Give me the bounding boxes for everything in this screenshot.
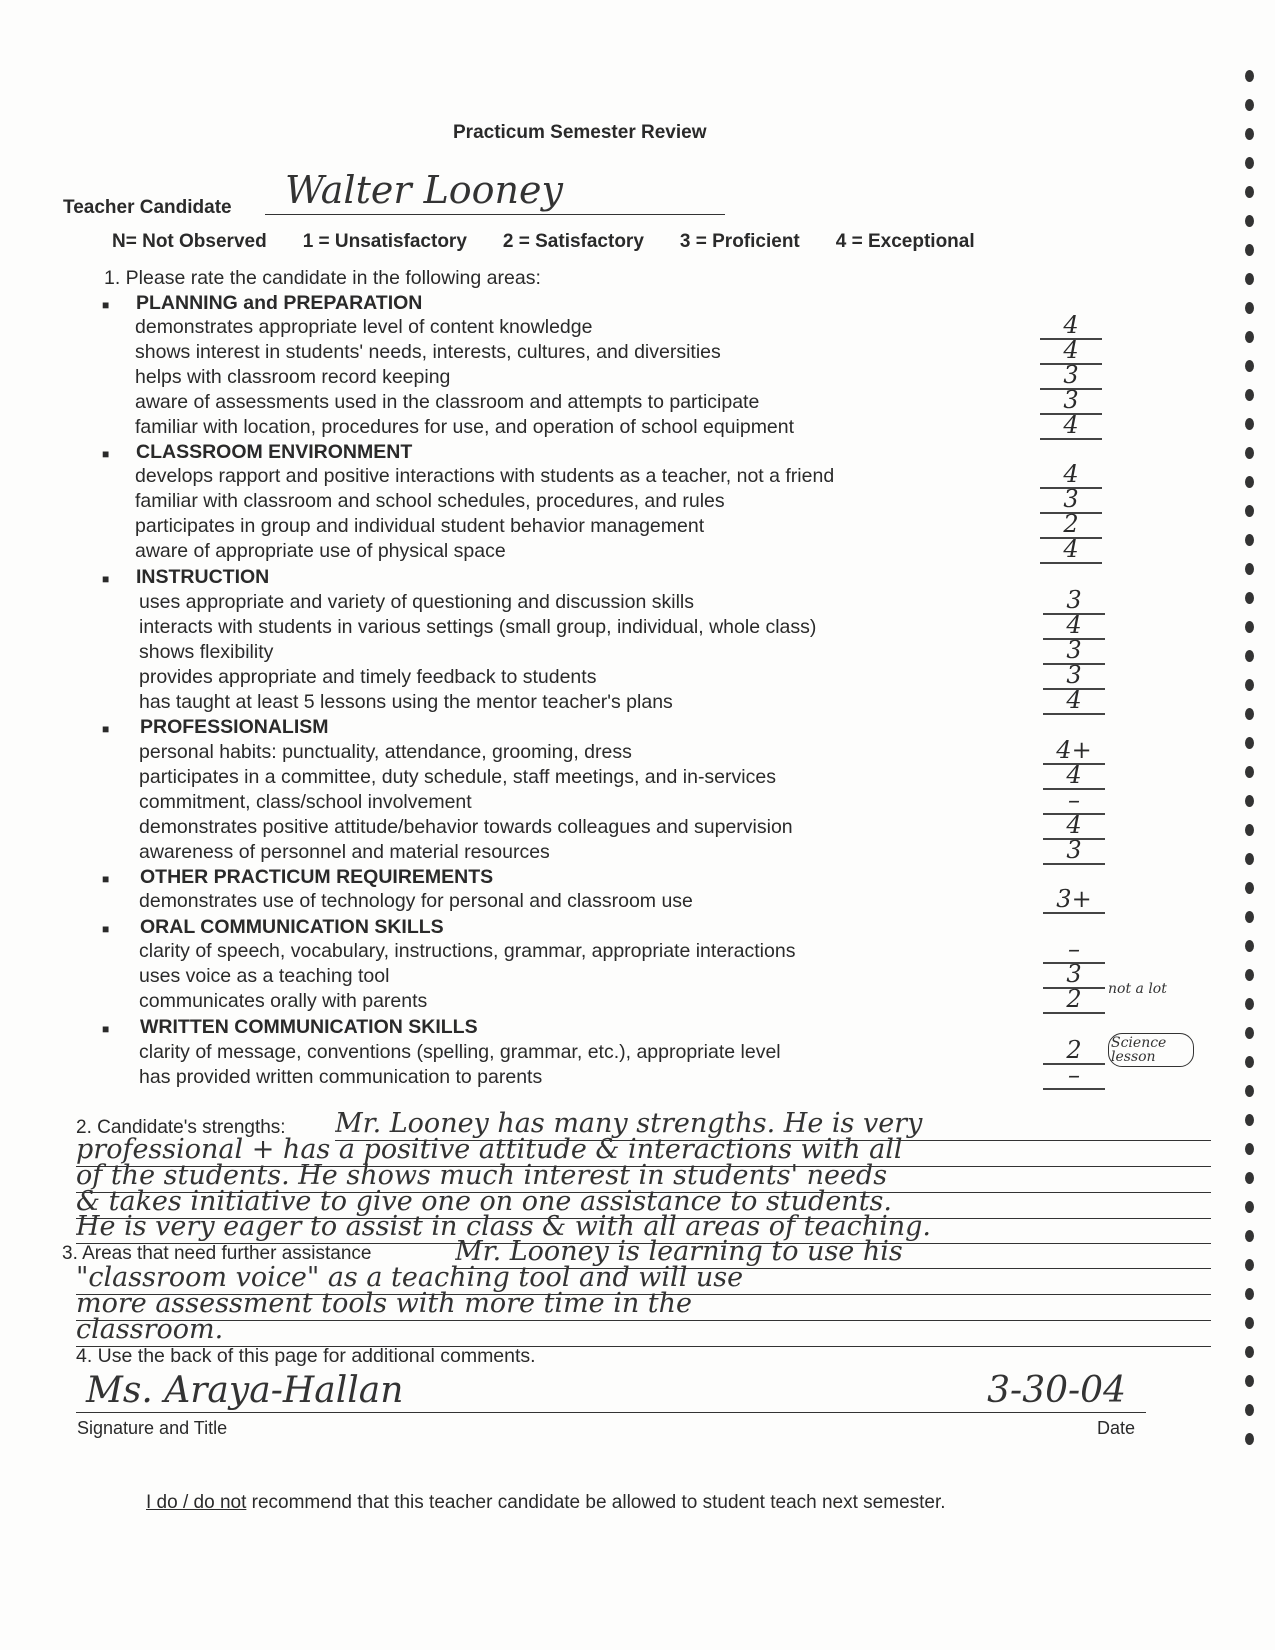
recommendation bbox=[146, 1492, 946, 1514]
binder-hole bbox=[1245, 708, 1254, 720]
assistance-label: 3. Areas that need further assistance bbox=[62, 1243, 372, 1264]
section-title: ORAL COMMUNICATION SKILLS bbox=[140, 916, 444, 938]
criterion-text: communicates orally with parents bbox=[139, 990, 428, 1012]
rating-value: 4+ bbox=[1043, 737, 1105, 765]
criterion-text: familiar with location, procedures for use, and operation of school equipment bbox=[135, 416, 795, 438]
binder-hole bbox=[1245, 70, 1254, 82]
binder-hole bbox=[1245, 1201, 1254, 1213]
page-title: Practicum Semester Review bbox=[453, 122, 707, 143]
binder-hole bbox=[1245, 882, 1254, 894]
binder-hole bbox=[1245, 534, 1254, 546]
criterion-text: has taught at least 5 lessons using the mentor teacher's plans bbox=[139, 691, 673, 713]
criterion-text: shows flexibility bbox=[139, 641, 274, 663]
criterion-text: aware of assessments used in the classroom and attempts to participate bbox=[135, 391, 760, 413]
bullet-icon: ■ bbox=[102, 447, 110, 461]
rating-value: 2 bbox=[1043, 1037, 1105, 1065]
bullet-icon: ■ bbox=[102, 872, 110, 886]
signature-label: Signature and Title bbox=[77, 1418, 228, 1438]
binder-hole bbox=[1245, 1375, 1254, 1387]
scale-1: 1 = Unsatisfactory bbox=[302, 231, 467, 252]
criterion-text: uses appropriate and variety of questioning and discussion skills bbox=[139, 591, 694, 613]
bullet-icon: ■ bbox=[102, 298, 110, 312]
binder-hole bbox=[1245, 940, 1254, 952]
rating-value: 4 bbox=[1040, 337, 1102, 365]
binder-hole bbox=[1245, 824, 1254, 836]
binder-hole bbox=[1245, 621, 1254, 633]
criterion-text: interacts with students in various settings (small group, individual, whole class) bbox=[139, 616, 817, 638]
rating-value: 3+ bbox=[1043, 886, 1105, 914]
handwritten-line: Mr. Looney is learning to use his bbox=[455, 1238, 1211, 1269]
binder-hole bbox=[1245, 1027, 1254, 1039]
binder-hole bbox=[1245, 1143, 1254, 1155]
criterion-text: aware of appropriate use of physical space bbox=[135, 540, 506, 562]
criterion-text: familiar with classroom and school schedules, procedures, and rules bbox=[135, 490, 725, 512]
binder-hole bbox=[1245, 1317, 1254, 1329]
binder-hole bbox=[1245, 1085, 1254, 1097]
binder-hole bbox=[1245, 1259, 1254, 1271]
binder-hole bbox=[1245, 1114, 1254, 1126]
signature: Ms. Araya-Hallan bbox=[86, 1370, 404, 1411]
rating-note: not a lot bbox=[1108, 981, 1167, 997]
rating-value: 3 bbox=[1043, 961, 1105, 989]
binder-hole bbox=[1245, 1056, 1254, 1068]
binder-hole bbox=[1245, 737, 1254, 749]
section-title: PROFESSIONALISM bbox=[140, 716, 329, 738]
date-label: Date bbox=[1097, 1418, 1136, 1438]
rating-value: – bbox=[1043, 787, 1105, 815]
criterion-text: personal habits: punctuality, attendance, grooming, dress bbox=[139, 741, 632, 763]
binder-hole bbox=[1245, 1346, 1254, 1358]
bullet-icon: ■ bbox=[102, 572, 110, 586]
binder-hole bbox=[1245, 1172, 1254, 1184]
rating-value: 2 bbox=[1043, 986, 1105, 1014]
bullet-icon: ■ bbox=[102, 1022, 110, 1036]
handwritten-line: classroom. bbox=[76, 1316, 1211, 1347]
signature-line bbox=[76, 1370, 1146, 1413]
rating-value: 3 bbox=[1043, 587, 1105, 615]
binder-hole bbox=[1245, 302, 1254, 314]
binder-hole bbox=[1245, 592, 1254, 604]
rating-value: 4 bbox=[1043, 687, 1105, 715]
section-title: CLASSROOM ENVIRONMENT bbox=[136, 441, 413, 463]
binder-hole bbox=[1245, 766, 1254, 778]
criterion-text: uses voice as a teaching tool bbox=[139, 965, 390, 987]
bullet-icon: ■ bbox=[102, 922, 110, 936]
criterion-text: awareness of personnel and material resources bbox=[139, 841, 550, 863]
scale-4: 4 = Exceptional bbox=[835, 231, 975, 252]
binder-hole bbox=[1245, 1404, 1254, 1416]
criterion-text: clarity of speech, vocabulary, instructions, grammar, appropriate interactions bbox=[139, 940, 796, 962]
candidate-name: Walter Looney bbox=[265, 168, 725, 215]
section-title: INSTRUCTION bbox=[136, 566, 270, 588]
handwritten-line: "classroom voice" as a teaching tool and will use bbox=[76, 1264, 1211, 1295]
binder-hole bbox=[1245, 911, 1254, 923]
criterion-text: demonstrates positive attitude/behavior towards colleagues and supervision bbox=[139, 816, 793, 838]
handwritten-line: Mr. Looney has many strengths. He is very bbox=[335, 1110, 1211, 1141]
rating-value: – bbox=[1043, 1062, 1105, 1090]
question-1: 1. Please rate the candidate in the following areas: bbox=[104, 267, 541, 289]
rating-value: 4 bbox=[1040, 461, 1102, 489]
criterion-text: develops rapport and positive interactions with students as a teacher, not a friend bbox=[135, 465, 835, 487]
binder-hole bbox=[1245, 186, 1254, 198]
recommend-text: recommend that this teacher candidate be allowed to student teach next semester. bbox=[246, 1492, 946, 1513]
binder-hole bbox=[1245, 650, 1254, 662]
binder-holes bbox=[1245, 70, 1257, 1462]
criterion-text: participates in group and individual student behavior management bbox=[135, 515, 705, 537]
binder-hole bbox=[1245, 998, 1254, 1010]
binder-hole bbox=[1245, 331, 1254, 343]
criterion-text: participates in a committee, duty schedule, staff meetings, and in-services bbox=[139, 766, 776, 788]
binder-hole bbox=[1245, 563, 1254, 575]
date-value: 3-30-04 bbox=[987, 1370, 1126, 1411]
rating-value: 3 bbox=[1040, 362, 1102, 390]
rating-value: 4 bbox=[1043, 612, 1105, 640]
binder-hole bbox=[1245, 1230, 1254, 1242]
criterion-text: shows interest in students' needs, interests, cultures, and diversities bbox=[135, 341, 721, 363]
criterion-text: helps with classroom record keeping bbox=[135, 366, 451, 388]
criterion-text: clarity of message, conventions (spelling, grammar, etc.), appropriate level bbox=[139, 1041, 781, 1063]
strengths-label: 2. Candidate's strengths: bbox=[76, 1117, 286, 1138]
binder-hole bbox=[1245, 853, 1254, 865]
binder-hole bbox=[1245, 505, 1254, 517]
rating-value: 3 bbox=[1040, 387, 1102, 415]
handwritten-line: He is very eager to assist in class & with all areas of teaching. bbox=[76, 1213, 1211, 1244]
rating-value: 4 bbox=[1043, 812, 1105, 840]
binder-hole bbox=[1245, 447, 1254, 459]
scale-2: 2 = Satisfactory bbox=[502, 231, 644, 252]
criterion-text: demonstrates use of technology for personal and classroom use bbox=[139, 890, 693, 912]
binder-hole bbox=[1245, 679, 1254, 691]
section-title: OTHER PRACTICUM REQUIREMENTS bbox=[140, 866, 494, 888]
binder-hole bbox=[1245, 476, 1254, 488]
binder-hole bbox=[1245, 273, 1254, 285]
recommend-choice: I do / do not bbox=[146, 1492, 247, 1513]
rating-value: 2 bbox=[1040, 511, 1102, 539]
binder-hole bbox=[1245, 969, 1254, 981]
rating-value: 4 bbox=[1040, 412, 1102, 440]
binder-hole bbox=[1245, 1288, 1254, 1300]
binder-hole bbox=[1245, 244, 1254, 256]
rating-value: 4 bbox=[1040, 312, 1102, 340]
rating-value: 3 bbox=[1043, 662, 1105, 690]
rating-value: 3 bbox=[1043, 637, 1105, 665]
section-title: WRITTEN COMMUNICATION SKILLS bbox=[140, 1016, 478, 1038]
binder-hole bbox=[1245, 389, 1254, 401]
handwritten-line: professional + has a positive attitude & interactions with all bbox=[76, 1136, 1211, 1167]
rating-value: 4 bbox=[1043, 762, 1105, 790]
rating-note: Science lesson bbox=[1108, 1033, 1194, 1067]
binder-hole bbox=[1245, 1433, 1254, 1445]
candidate-label: Teacher Candidate bbox=[63, 197, 232, 218]
binder-hole bbox=[1245, 795, 1254, 807]
rating-value: 3 bbox=[1040, 486, 1102, 514]
handwritten-line: more assessment tools with more time in the bbox=[76, 1290, 1211, 1321]
binder-hole bbox=[1245, 418, 1254, 430]
criterion-text: demonstrates appropriate level of content knowledge bbox=[135, 316, 593, 338]
binder-hole bbox=[1245, 215, 1254, 227]
binder-hole bbox=[1245, 128, 1254, 140]
rating-value: 3 bbox=[1043, 837, 1105, 865]
criterion-text: has provided written communication to parents bbox=[139, 1066, 543, 1088]
bullet-icon: ■ bbox=[102, 722, 110, 736]
criterion-text: provides appropriate and timely feedback to students bbox=[139, 666, 597, 688]
handwritten-line: of the students. He shows much interest in students' needs bbox=[76, 1162, 1211, 1193]
section-title: PLANNING and PREPARATION bbox=[136, 292, 423, 314]
scale-n: N= Not Observed bbox=[112, 231, 267, 252]
question-4: 4. Use the back of this page for additional comments. bbox=[76, 1345, 536, 1367]
binder-hole bbox=[1245, 99, 1254, 111]
rating-scale bbox=[112, 231, 1102, 253]
rating-value: 4 bbox=[1040, 536, 1102, 564]
scale-3: 3 = Proficient bbox=[679, 231, 800, 252]
binder-hole bbox=[1245, 157, 1254, 169]
criterion-text: commitment, class/school involvement bbox=[139, 791, 472, 813]
handwritten-line: & takes initiative to give one on one assistance to students. bbox=[76, 1188, 1211, 1219]
binder-hole bbox=[1245, 360, 1254, 372]
rating-value: – bbox=[1043, 936, 1105, 964]
